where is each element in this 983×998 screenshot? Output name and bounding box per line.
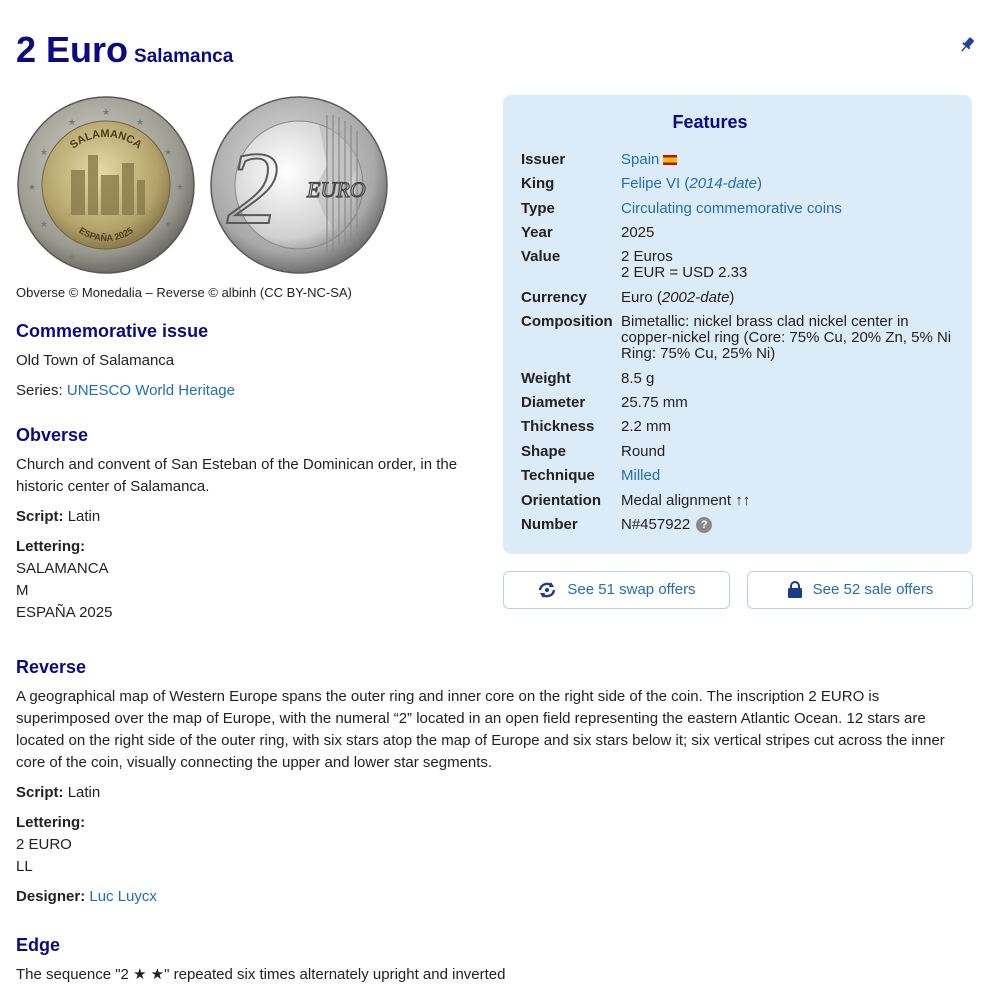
feature-label: Year bbox=[521, 224, 553, 241]
king-dates: 2014-date bbox=[689, 175, 757, 192]
feature-label: Value bbox=[521, 248, 561, 265]
series-label: Series: bbox=[16, 382, 63, 399]
feature-label: Type bbox=[521, 200, 555, 217]
designer-label: Designer: bbox=[16, 888, 86, 905]
feature-value: 8.5 g bbox=[621, 370, 655, 387]
reverse-lettering bbox=[16, 812, 976, 878]
reverse-lettering-label: Lettering: bbox=[16, 814, 86, 831]
feature-label: Issuer bbox=[521, 151, 566, 168]
king-name: Felipe VI bbox=[621, 175, 681, 192]
feature-shape bbox=[521, 441, 961, 463]
catalog-number: N#457922 bbox=[621, 516, 691, 533]
technique-link[interactable]: Milled bbox=[621, 467, 661, 484]
value-line: 2 Euros bbox=[621, 248, 673, 265]
svg-text:★: ★ bbox=[40, 147, 49, 157]
page-title bbox=[16, 28, 233, 72]
feature-label: Thickness bbox=[521, 418, 595, 435]
obverse-lettering bbox=[16, 536, 476, 624]
reverse-lettering-line: LL bbox=[16, 858, 33, 875]
feature-value: Bimetallic: nickel brass clad nickel center in copper-nickel ring (Core: 75% Cu, 20% Zn, 5% Ni Ring: 75% Cu, 25% Ni) bbox=[621, 313, 952, 362]
pin-icon[interactable] bbox=[958, 36, 976, 54]
reverse-coin-image[interactable] bbox=[209, 95, 389, 275]
feature-value: Medal alignment ↑↑ bbox=[621, 492, 751, 509]
svg-text:★: ★ bbox=[68, 252, 77, 262]
features-heading: Features bbox=[672, 112, 748, 132]
svg-text:★: ★ bbox=[40, 219, 49, 229]
edge-description: The sequence "2 ★ ★" repeated six times alternately upright and inverted bbox=[16, 966, 506, 983]
obverse-description: Church and convent of San Esteban of the Dominican order, in the historic center of Salamanca. bbox=[16, 456, 458, 495]
obverse-coin-image[interactable] bbox=[16, 95, 196, 275]
feature-label: King bbox=[521, 175, 555, 192]
feature-thickness bbox=[521, 416, 961, 438]
reverse-script-value: Latin bbox=[67, 784, 101, 801]
reverse-section bbox=[16, 654, 976, 916]
feature-king bbox=[521, 173, 961, 195]
series-link[interactable]: UNESCO World Heritage bbox=[66, 382, 235, 399]
feature-label: Weight bbox=[521, 370, 571, 387]
feature-value: 2025 bbox=[621, 224, 655, 241]
value-exchange: 2 EUR = USD 2.33 bbox=[621, 264, 748, 281]
feature-orientation bbox=[521, 490, 961, 512]
shopping-bag-icon bbox=[787, 581, 803, 599]
sale-offers-button[interactable] bbox=[747, 571, 973, 609]
feature-year bbox=[521, 222, 961, 244]
svg-text:★: ★ bbox=[136, 117, 145, 127]
feature-type bbox=[521, 198, 961, 220]
features-panel bbox=[503, 95, 972, 554]
feature-composition bbox=[521, 311, 961, 362]
swap-offers-button[interactable] bbox=[503, 571, 730, 609]
feature-label: Number bbox=[521, 516, 578, 533]
currency-paren-close: ) bbox=[729, 289, 735, 306]
feature-value: 25.75 mm bbox=[621, 394, 688, 411]
obverse-script-label: Script: bbox=[16, 508, 64, 525]
reverse-coin-numeral: 2 bbox=[227, 131, 279, 246]
feature-value bbox=[521, 246, 961, 281]
svg-text:★: ★ bbox=[164, 219, 173, 229]
edge-section bbox=[16, 932, 916, 994]
image-caption: Obverse © Monedalia – Reverse © albinh (CC BY-NC-SA) bbox=[16, 285, 352, 300]
obverse-script bbox=[16, 506, 476, 528]
obverse-lettering-label: Lettering: bbox=[16, 538, 86, 555]
svg-text:★: ★ bbox=[176, 182, 185, 192]
swap-offers-label: See 51 swap offers bbox=[567, 581, 696, 598]
commemorative-heading: Commemorative issue bbox=[16, 321, 209, 341]
series-line bbox=[16, 380, 476, 402]
left-column bbox=[16, 318, 476, 624]
obverse-lettering-line: ESPAÑA 2025 bbox=[16, 604, 113, 621]
page-title-sub: Salamanca bbox=[134, 46, 234, 67]
svg-text:★: ★ bbox=[102, 263, 111, 273]
king-paren-open: ( bbox=[684, 175, 690, 192]
reverse-script-label: Script: bbox=[16, 784, 64, 801]
page-title-main: 2 Euro bbox=[16, 29, 129, 70]
feature-label: Orientation bbox=[521, 492, 602, 509]
feature-value: 2.2 mm bbox=[621, 418, 672, 435]
svg-text:★: ★ bbox=[102, 107, 111, 117]
reverse-description: A geographical map of Western Europe spans the outer ring and inner core on the right side of the coin. The inscription 2 EURO is superimposed over the map of Europe, with the numeral “2” located in an open field representing the eastern Atlantic Ocean. 12 stars are located on the right side of the outer ring, with six stars atop the map of Europe and six stars below it; six vertical stripes cut across the inner core of the coin, visually connecting the upper and lower star segments. bbox=[16, 688, 945, 771]
obverse-coin-bottom-legend: ESPAÑA 2025 bbox=[77, 225, 135, 244]
feature-label: Technique bbox=[521, 467, 595, 484]
svg-text:★: ★ bbox=[28, 182, 37, 192]
feature-label: Diameter bbox=[521, 394, 586, 411]
feature-issuer bbox=[521, 149, 961, 171]
obverse-lettering-line: M bbox=[16, 582, 29, 599]
king-link[interactable] bbox=[621, 175, 762, 192]
edge-heading: Edge bbox=[16, 935, 61, 955]
feature-number bbox=[521, 514, 961, 536]
obverse-coin-top-legend: SALAMANCA bbox=[67, 127, 145, 152]
currency-dates: 2002-date bbox=[661, 289, 730, 306]
reverse-script bbox=[16, 782, 976, 804]
feature-value: Round bbox=[621, 443, 666, 460]
commemorative-text: Old Town of Salamanca bbox=[16, 352, 175, 369]
svg-text:★: ★ bbox=[68, 117, 77, 127]
help-icon[interactable]: ? bbox=[696, 517, 712, 533]
sale-offers-label: See 52 sale offers bbox=[812, 581, 934, 598]
obverse-lettering-line: SALAMANCA bbox=[16, 560, 109, 577]
king-paren-close: ) bbox=[756, 175, 762, 192]
feature-label: Composition bbox=[521, 313, 613, 330]
svg-text:★: ★ bbox=[164, 147, 173, 157]
feature-currency bbox=[521, 287, 961, 309]
type-link[interactable]: Circulating commemorative coins bbox=[621, 200, 842, 217]
feature-diameter bbox=[521, 392, 961, 414]
feature-label: Currency bbox=[521, 289, 587, 306]
feature-weight bbox=[521, 368, 961, 390]
feature-technique bbox=[521, 465, 961, 487]
spain-flag-icon bbox=[663, 155, 677, 165]
feature-label: Shape bbox=[521, 443, 567, 460]
obverse-script-value: Latin bbox=[67, 508, 101, 525]
issuer-link[interactable]: Spain bbox=[621, 151, 660, 168]
designer-line bbox=[16, 886, 976, 908]
svg-text:★: ★ bbox=[136, 252, 145, 262]
reverse-heading: Reverse bbox=[16, 657, 87, 677]
currency-name: Euro bbox=[621, 289, 653, 306]
designer-link[interactable]: Luc Luycx bbox=[89, 888, 157, 905]
reverse-lettering-line: 2 EURO bbox=[16, 836, 72, 853]
currency-paren-open: ( bbox=[656, 289, 662, 306]
swap-icon bbox=[537, 581, 557, 599]
reverse-coin-euro-text: EURO bbox=[307, 177, 366, 202]
obverse-heading: Obverse bbox=[16, 425, 89, 445]
